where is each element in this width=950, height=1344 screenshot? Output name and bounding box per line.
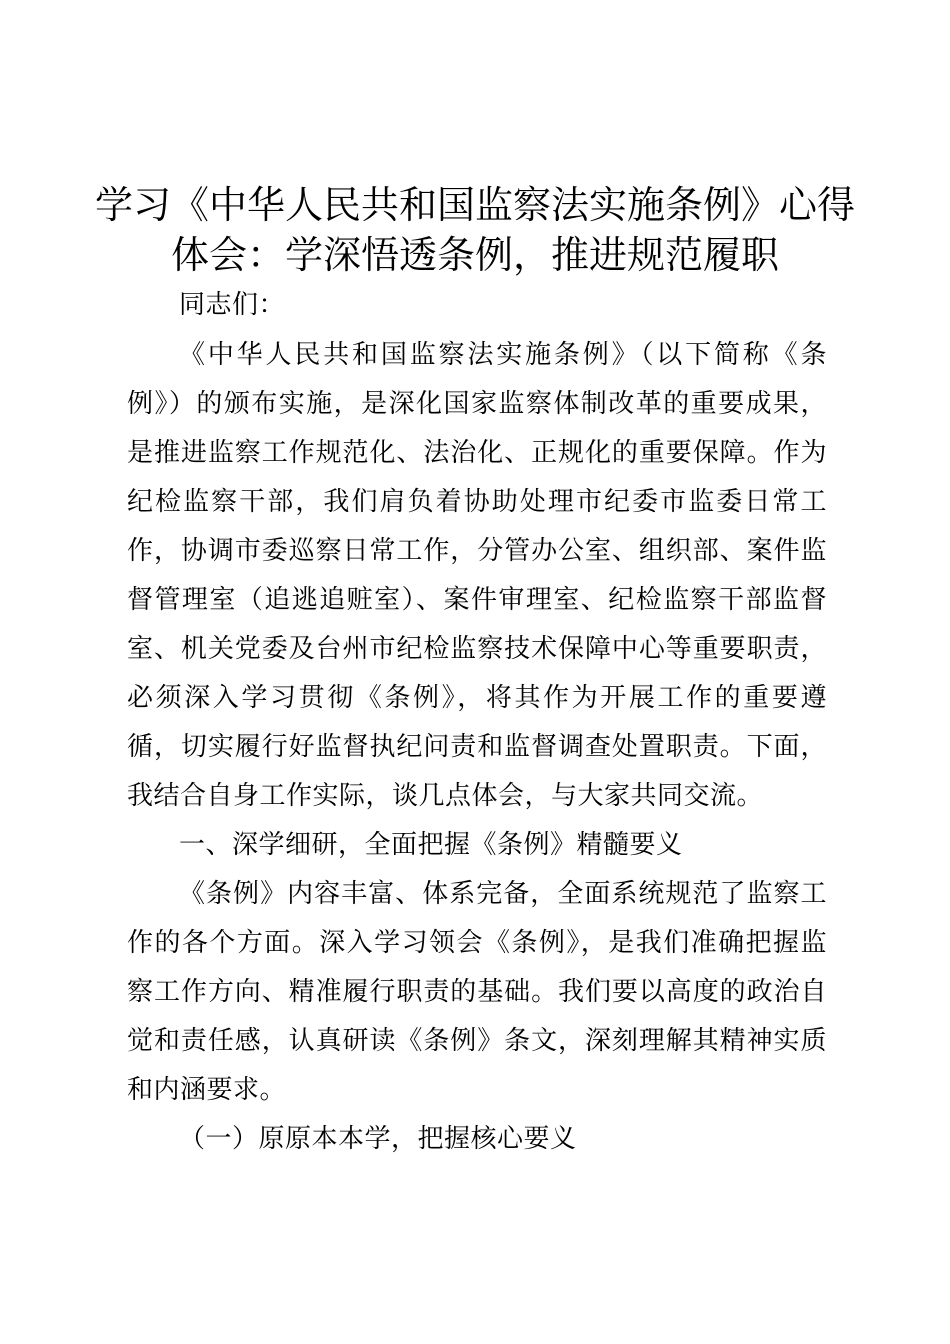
greeting: 同志们：	[179, 290, 286, 320]
document-body	[127, 281, 827, 1164]
subsection-heading-1: （一）原原本本学，把握核心要义	[179, 1124, 577, 1154]
paragraph-intro: 《中华人民共和国监察法实施条例》（以下简称《条例》）的颁布实施，是深化国家监察体制改革的重要成果，是推进监察工作规范化、法治化、正规化的重要保障。作为纪检监察干部，我们肩负着协助处理市纪委市监委日常工作，协调市委巡察日常工作，分管办公室、组织部、案件监督管理室（追逃追赃室）、案件审理室、纪检监察干部监督室、机关党委及台州市纪检监察技术保障中心等重要职责，必须深入学习贯彻《条例》，将其作为开展工作的重要遵循，切实履行好监督执纪问责和监督调查处置职责。下面，我结合自身工作实际，谈几点体会，与大家共同交流。	[127, 340, 827, 811]
section-heading-1: 一、深学细研，全面把握《条例》精髓要义	[179, 830, 683, 860]
paragraph-section-1: 《条例》内容丰富、体系完备，全面系统规范了监察工作的各个方面。深入学习领会《条例》，是我们准确把握监察工作方向、精准履行职责的基础。我们要以高度的政治自觉和责任感，认真研读《条例》条文，深刻理解其精神实质和内涵要求。	[127, 879, 827, 1105]
title-line-2: 体会：学深悟透条例，推进规范履职	[170, 233, 779, 277]
title-line-1: 学习《中华人民共和国监察法实施条例》心得	[94, 183, 855, 227]
document-title	[0, 180, 950, 280]
